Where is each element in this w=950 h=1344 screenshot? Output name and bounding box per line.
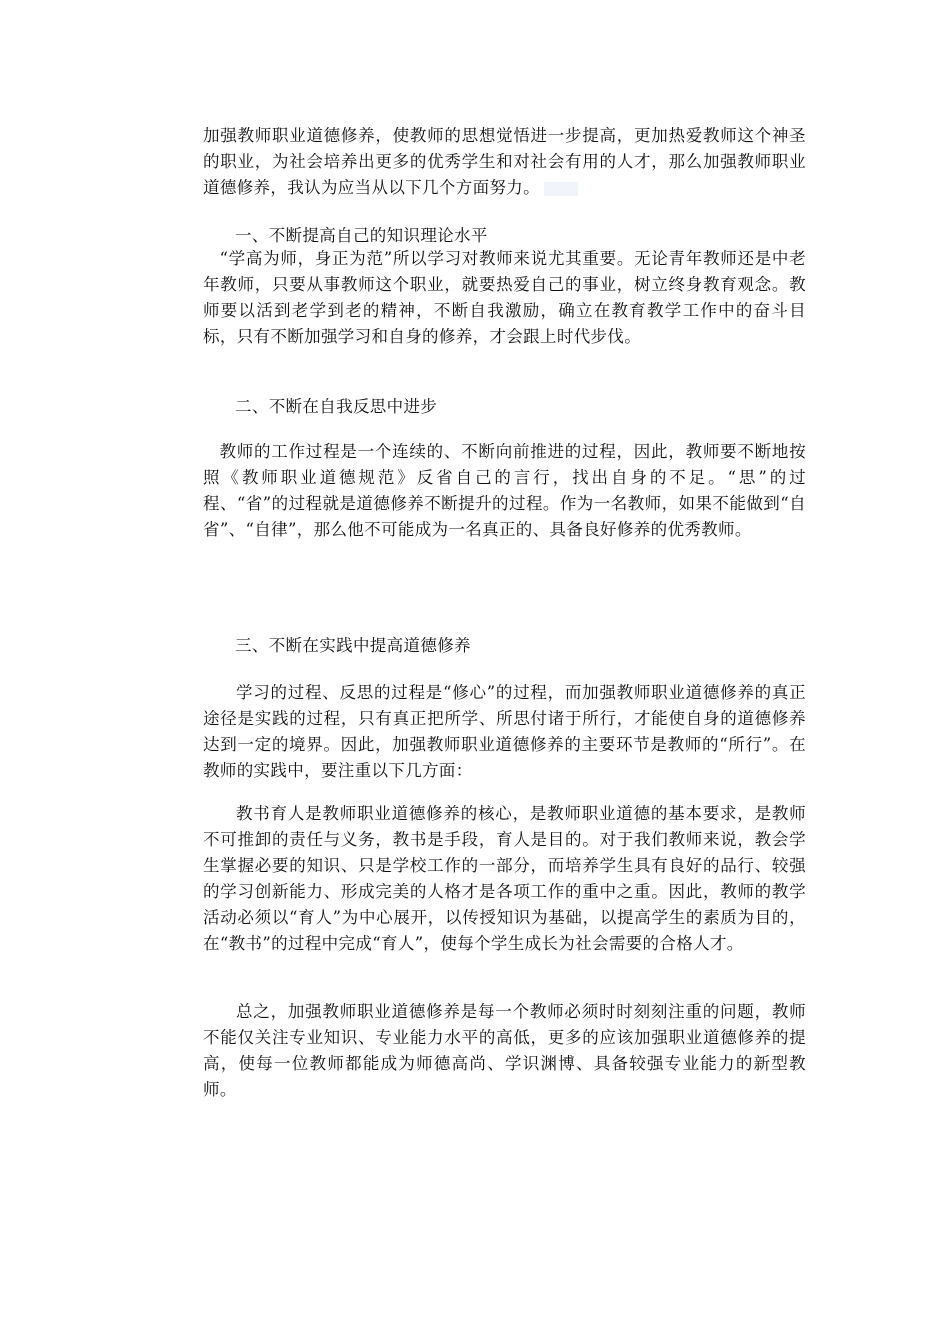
section-1-paragraph: “学高为师，身正为范”所以学习对教师来说尤其重要。无论青年教师还是中老年教师，只要从事教师这个职业，就要热爱自己的事业，树立终身教育观念。教师要以活到老学到老的精神，不断自我激励，确立在教育教学工作中的奋斗目标，只有不断加强学习和自身的修养，才会跟上时代步伐。 — [203, 249, 806, 346]
conclusion-paragraph: 总之，加强教师职业道德修养是每一个教师必须时时刻刻注重的问题，教师不能仅关注专业知识、专业能力水平的高低，更多的应该加强职业道德修养的提高，使每一位教师都能成为师德高尚、学识渊博、具备较强专业能力的新型教师。 — [203, 1002, 806, 1099]
section-3-paragraph-1: 学习的过程、反思的过程是“修心”的过程，而加强教师职业道德修养的真正途径是实践的过程，只有真正把所学、所思付诸于所行，才能使自身的道德修养达到一定的境界。因此，加强教师职业道德修养的主要环节是教师的“所行”。在教师的实践中，要注重以下几方面： — [203, 683, 806, 780]
section-heading-2: 二、不断在自我反思中进步 — [235, 397, 438, 416]
section-3-paragraph-2: 教书育人是教师职业道德修养的核心，是教师职业道德的基本要求，是教师不可推卸的责任与义务，教书是手段，育人是目的。对于我们教师来说，教会学生掌握必要的知识、只是学校工作的一部分，而培养学生具有良好的品行、较强的学习创新能力、形成完美的人格才是各项工作的重中之重。因此，教师的教学活动必须以“育人”为中心展开，以传授知识为基础，以提高学生的素质为目的，在“教书”的过程中完成“育人”，使每个学生成长为社会需要的合格人才。 — [203, 804, 806, 953]
intro-text: 加强教师职业道德修养，使教师的思想觉悟进一步提高，更加热爱教师这个神圣的职业，为社会培养出更多的优秀学生和对社会有用的人才，那么加强教师职业道德修养，我认为应当从以下几个方面努力。 — [203, 126, 806, 197]
text-highlight-mark — [544, 182, 578, 196]
section-heading-1: 一、不断提高自己的知识理论水平 — [235, 226, 488, 245]
section-2-paragraph: 教师的工作过程是一个连续的、不断向前推进的过程，因此，教师要不断地按照《教师职业道德规范》反省自己的言行，找出自身的不足。“思”的过程、“省”的过程就是道德修养不断提升的过程。作为一名教师，如果不能做到“自省”、“自律”，那么他不可能成为一名真正的、具备良好修养的优秀教师。 — [203, 442, 806, 539]
intro-paragraph — [203, 123, 806, 201]
section-heading-3: 三、不断在实践中提高道德修养 — [235, 636, 471, 655]
